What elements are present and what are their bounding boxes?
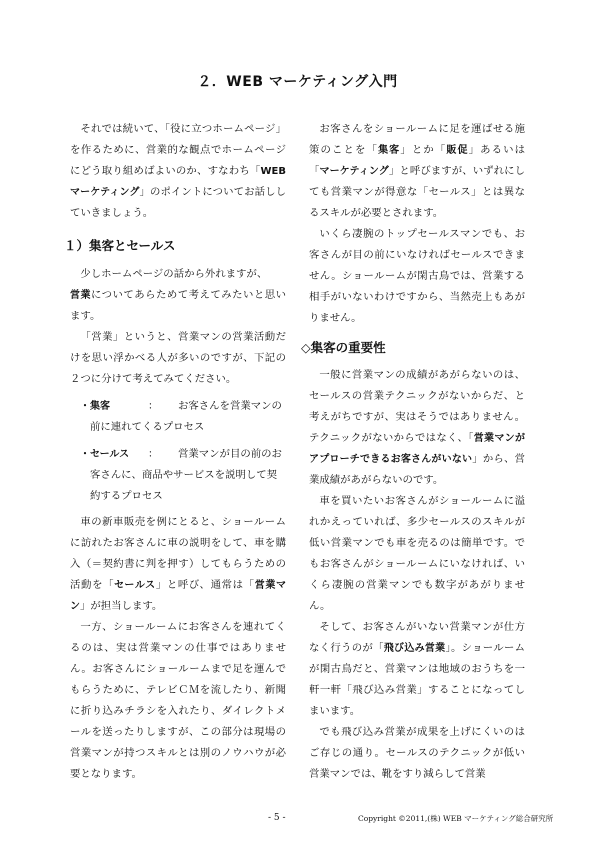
left-column	[64, 119, 287, 785]
text-run: 少しホームページの話から外れますが、	[80, 268, 268, 280]
bold-term: 営業マン	[70, 580, 287, 612]
section-heading-1: １）集客とセールス	[64, 238, 176, 253]
paragraph: 車を買いたいお客さんがショールームに溢れかえっていれば、多少セールスのスキルが低い営業マンでも車を売るのは簡単です。でもお客さんがショールームにいなければ、いくら凄腕の営業マンでも数字があがりません。	[309, 495, 525, 612]
definition-desc: お客さんを営業マンの 前に連れてくるプロセス	[90, 400, 282, 433]
right-column	[301, 119, 526, 785]
text-run: 」あるいは「	[309, 144, 526, 177]
text-run: それでは続いて、「役に立つホームページ」を作るために、営業的な観点でホームページにどう取り組めばよいのか、すなわち「	[70, 123, 286, 177]
definition-item-sales	[70, 444, 286, 507]
bold-term: 飛び込み営業	[383, 643, 446, 654]
bold-term: マーケティング	[319, 166, 389, 177]
chapter-title: ２．WEB マーケティング入門	[197, 74, 398, 90]
page-number: - 5 -	[268, 813, 286, 823]
text-run: 」から、営業成績があがらないのです。	[309, 453, 526, 486]
text-run: そして、お客さんがいない営業マンが仕方なく行うのが「	[309, 621, 525, 654]
copyright-notice: Copyright ©2011,(株) WEB マーケティング総合研究所	[358, 814, 554, 823]
definition-item-shukyaku	[70, 396, 286, 438]
paragraph	[70, 512, 286, 617]
text-run: 一般に営業マンの成績があがらないのは、セールスの営業テクニックがないからだ、と考えがちですが、実はそうではありません。テクニックがないからではなく、「	[309, 369, 525, 444]
intro-paragraph	[70, 119, 286, 224]
section-heading-2: ◇集客の重要性	[301, 340, 386, 355]
definition-desc: 営業マンが目の前のお 客さんに、商品やサービスを説明して契約するプロセス	[90, 448, 282, 502]
paragraph	[70, 264, 286, 327]
text-run: 」と呼び、通常は「	[155, 579, 255, 591]
bold-term: セールス	[114, 580, 156, 591]
text-run: 」とか「	[400, 144, 447, 156]
bold-term: 販促	[446, 145, 469, 156]
definition-term: ・集客	[80, 401, 110, 412]
definition-term: ・セールス	[80, 449, 130, 460]
bold-term: WEB マーケティング	[70, 166, 286, 198]
bold-term: 集客	[378, 145, 401, 156]
paragraph	[309, 119, 525, 224]
paragraph	[309, 365, 525, 491]
text-run: 」が担当します。	[80, 600, 163, 612]
text-run: についてあらためて考えてみたいと思います。	[70, 289, 286, 322]
bold-term: 営業マンがアプローチできるお客さんがいない	[309, 433, 525, 465]
definition-colon: ：	[148, 448, 159, 460]
paragraph: でも飛び込み営業が成果を上げにくいのはご存じの通り。セールスのテクニックが低い営業マンでは、靴をすり減らして営業	[309, 726, 525, 780]
text-run: 」と呼びますが、いずれにしても営業マンが得意な「セールス」とは異なるスキルが必要とされます。	[309, 165, 525, 219]
text-run: 」。ショールームが閑古鳥だと、営業マンは地域のおうちを一軒一軒「飛び込み営業」することになってしまいます。	[309, 642, 526, 717]
text-run: 車の新車販売を例にとると、ショールームに訪れたお客さんに車の説明をして、車を購入（＝契約書に判を押す）してもらうための活動を「	[70, 516, 286, 591]
paragraph: 「営業」というと、営業マンの営業活動だけを思い浮かべる人が多いのですが、下記の２つに分けて考えてみてください。	[70, 331, 286, 385]
paragraph: いくら凄腕のトップセールスマンでも、お客さんが目の前にいなければセールスできません。ショールームが閑古鳥では、営業する相手がいないわけですから、当然売上もあがりません。	[309, 228, 525, 324]
paragraph: 一方、ショールームにお客さんを連れてくるのは、実は営業マンの仕事ではありません。お客さんにショールームまで足を運んでもらうために、テレビＣＭを流したり、新聞に折り込みチラシを入れたり、ダイレクトメールを送ったりしますが、この部分は現場の営業マンが持つスキルとは別のノウハウが必要となります。	[70, 621, 286, 780]
bold-term: 営業	[70, 290, 91, 301]
definition-colon: ：	[148, 400, 159, 412]
text-run: 」のポイントについてお話ししていきましょう。	[70, 186, 286, 219]
text-run: お客さんをショールームに足を運ばせる施策のことを「	[309, 123, 525, 156]
paragraph	[309, 617, 525, 722]
